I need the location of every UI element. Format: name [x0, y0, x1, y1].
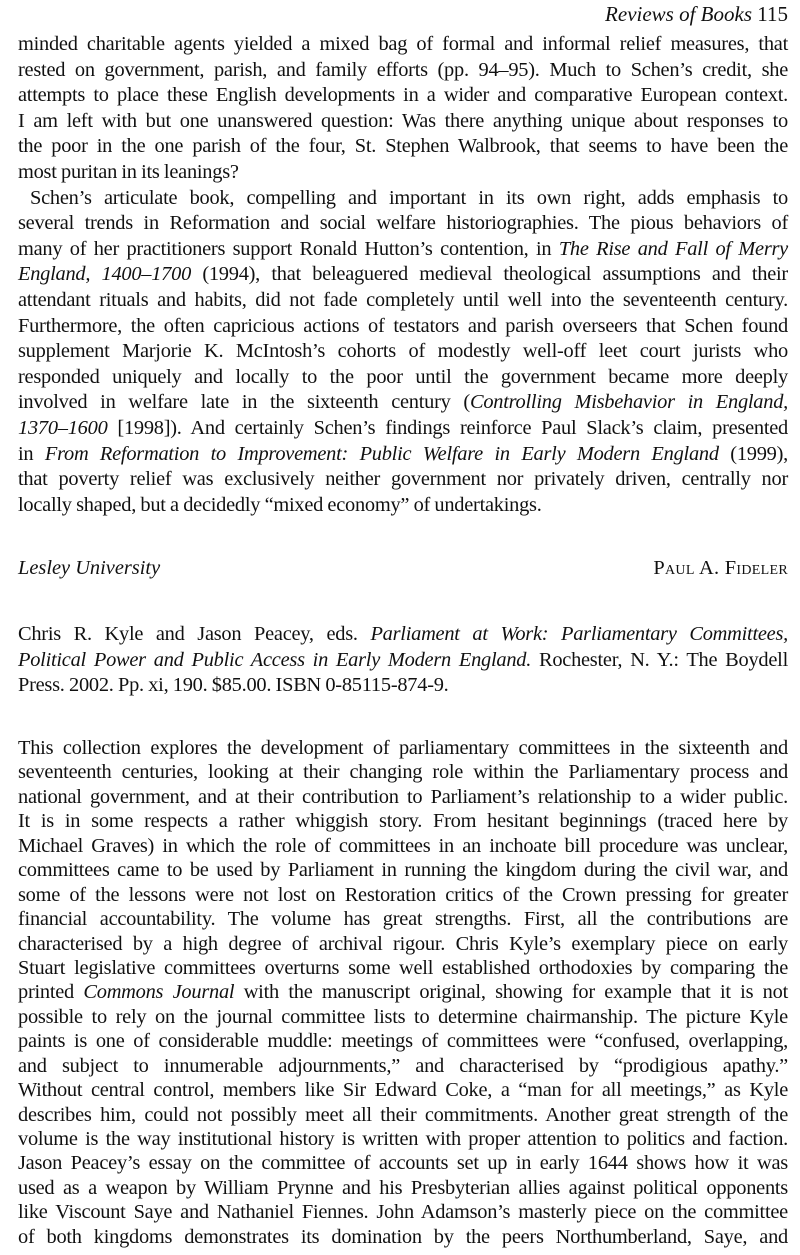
body-text: Without central control, members like Sir Edward Coke, a “man for all meetings,” as Kyle: [18, 1079, 788, 1102]
body-text: Rochester, N. Y.: The Boydell: [531, 648, 788, 671]
text-line: [18, 1225, 788, 1249]
text-line: [18, 932, 788, 956]
body-text: many of her practitioners support Ronald Hutton’s contention, in: [18, 237, 559, 260]
text-line: [18, 314, 788, 340]
text-line: [18, 1176, 788, 1200]
text-line: [18, 883, 788, 907]
reviewer-affiliation: Lesley University: [18, 557, 161, 579]
body-text: national government, and at their contribution to Parliament’s relationship to a wider public.: [18, 785, 788, 808]
italic-title-text: Political Power and Public Access in Early Modern England.: [18, 648, 532, 671]
text-line: [18, 1127, 788, 1151]
body-text: several trends in Reformation and social welfare historiographies. The pious behaviors of: [18, 212, 788, 235]
body-text: Press. 2002. Pp. xi, 190. $85.00. ISBN 0-85115-874-9.: [18, 674, 449, 697]
body-text: seventeenth centuries, looking at their changing role within the Parliamentary process and: [18, 761, 788, 784]
body-text: committees came to be used by Parliament in running the kingdom during the civil war, and: [18, 859, 788, 882]
text-line: [18, 288, 788, 314]
review-1-body: [18, 32, 788, 518]
review-2-body: [18, 736, 788, 1249]
text-line: [18, 1005, 788, 1029]
body-text: (1994), that beleaguered medieval theological assumptions and their: [191, 263, 788, 286]
body-text: rested on government, parish, and family efforts (pp. 94–95). Much to Schen’s credit, she: [18, 58, 788, 81]
body-text: It is in some respects a rather whiggish story. From hesitant beginnings (traced here by: [18, 810, 788, 833]
text-line: [18, 1054, 788, 1078]
text-line: [18, 58, 788, 84]
text-line: [18, 907, 788, 931]
review-signature: [18, 555, 788, 581]
text-line: [18, 32, 788, 58]
body-text: and subject to innumerable adjournments,” and characterised by “prodigious apathy.”: [18, 1054, 788, 1077]
body-text: attendant rituals and habits, did not fade completely until well into the seventeenth century.: [18, 288, 788, 311]
body-text: used as a weapon by William Prynne and his Presbyterian allies against political opponents: [18, 1176, 788, 1199]
italic-title-text: From Reformation to Improvement: Public Welfare in Early Modern England: [44, 442, 719, 465]
italic-title-text: The Rise and Fall of Merry: [558, 237, 788, 260]
body-text: most puritan in its leanings?: [18, 160, 239, 183]
text-line: [18, 262, 788, 288]
body-text: with the manuscript original, showing for example that it is not: [234, 981, 788, 1004]
text-line: [18, 1151, 788, 1175]
text-line: [18, 211, 788, 237]
body-text: responded uniquely and locally to the poor until the government became more deeply: [18, 365, 788, 388]
text-line: [18, 858, 788, 882]
body-text: Jason Peacey’s essay on the committee of accounts set up in early 1644 shows how it was: [18, 1152, 788, 1175]
text-line: [18, 785, 788, 809]
text-line: [18, 109, 788, 135]
body-text: supplement Marjorie K. McIntosh’s cohorts of modestly well-off leet court jurists who: [18, 340, 788, 363]
text-line: [18, 956, 788, 980]
body-text: printed: [18, 981, 84, 1004]
text-line: [18, 365, 788, 391]
body-text: Stuart legislative committees overturns some well established orthodoxies by comparing the: [18, 956, 788, 979]
body-text: Schen’s articulate book, compelling and important in its own right, adds emphasis to: [30, 186, 788, 209]
text-line: [18, 736, 788, 760]
body-text: volume is the way institutional history is written with proper attention to politics and faction.: [18, 1128, 788, 1150]
body-text: (1999),: [718, 442, 788, 465]
text-line: [18, 493, 788, 519]
body-text: minded charitable agents yielded a mixed bag of formal and informal relief measures, that: [18, 33, 788, 55]
review-2-citation: [18, 622, 788, 699]
text-line: [18, 186, 788, 212]
text-line: [18, 237, 788, 263]
text-line: [18, 442, 788, 468]
text-line: [18, 390, 788, 416]
body-text: in: [18, 442, 45, 465]
italic-title-text: Parliament at Work: Parliamentary Committees,: [370, 623, 788, 645]
body-text: that poverty relief was exclusively neither government nor privately driven, centrally nor: [18, 468, 788, 491]
text-line: [18, 648, 788, 674]
italic-title-text: Commons Journal: [83, 981, 235, 1004]
body-text: like Viscount Saye and Nathaniel Fiennes. John Adamson’s masterly piece on the committee: [18, 1201, 788, 1224]
text-line: [18, 1078, 788, 1102]
body-text: of both kingdoms demonstrates its domination by the peers Northumberland, Saye, and: [18, 1225, 788, 1248]
body-text: I am left with but one unanswered question: Was there anything unique about responses to: [18, 109, 788, 132]
body-text: locally shaped, but a decidedly “mixed economy” of undertakings.: [18, 493, 542, 516]
body-text: some of the lessons were not lost on Restoration critics of the Crown pressing for greater: [18, 883, 788, 906]
text-line: [18, 339, 788, 365]
italic-title-text: Controlling Misbehavior in England,: [469, 391, 788, 414]
body-text: financial accountability. The volume has great strengths. First, all the contributions are: [18, 908, 788, 931]
text-line: [18, 83, 788, 109]
text-line: [18, 980, 788, 1004]
text-line: [18, 467, 788, 493]
text-line: [18, 834, 788, 858]
italic-title-text: 1370–1600: [18, 416, 108, 439]
text-line: [18, 760, 788, 784]
body-text: Michael Graves) in which the role of committees in an inchoate bill procedure was unclear,: [18, 834, 788, 857]
body-text: attempts to place these English developments in a wider and comparative European context.: [18, 84, 788, 107]
body-text: involved in welfare late in the sixteenth century (: [18, 391, 470, 414]
body-text: This collection explores the development of parliamentary committees in the sixteenth and: [18, 737, 788, 759]
body-text: [1998]). And certainly Schen’s findings reinforce Paul Slack’s claim, presented: [107, 416, 788, 439]
text-line: [18, 673, 788, 699]
text-line: [18, 622, 788, 648]
running-title: Reviews of Books: [605, 2, 753, 26]
text-line: [18, 1200, 788, 1224]
body-text: possible to rely on the journal committee lists to determine chairmanship. The picture Kyle: [18, 1005, 788, 1028]
running-header: [605, 0, 788, 28]
body-text: paints is one of considerable muddle: meetings of committees were “confused, overlapping,: [18, 1030, 788, 1053]
text-line: [18, 1029, 788, 1053]
text-line: [18, 809, 788, 833]
body-text: the poor in the one parish of the four, St. Stephen Walbrook, that seems to have been the: [18, 135, 788, 158]
text-line: [18, 160, 788, 186]
reviewer-name: Paul A. Fideler: [653, 557, 788, 579]
italic-title-text: England, 1400–1700: [18, 263, 192, 286]
text-line: [18, 134, 788, 160]
text-line: [18, 1103, 788, 1127]
page-number: 115: [757, 2, 788, 26]
text-line: [18, 416, 788, 442]
body-text: Chris R. Kyle and Jason Peacey, eds.: [18, 623, 371, 645]
body-text: Furthermore, the often capricious actions of testators and parish overseers that Schen found: [18, 314, 788, 337]
body-text: describes him, could not possibly meet all their commitments. Another great strength of the: [18, 1103, 788, 1126]
body-text: characterised by a high degree of archival rigour. Chris Kyle’s exemplary piece on early: [18, 932, 788, 955]
